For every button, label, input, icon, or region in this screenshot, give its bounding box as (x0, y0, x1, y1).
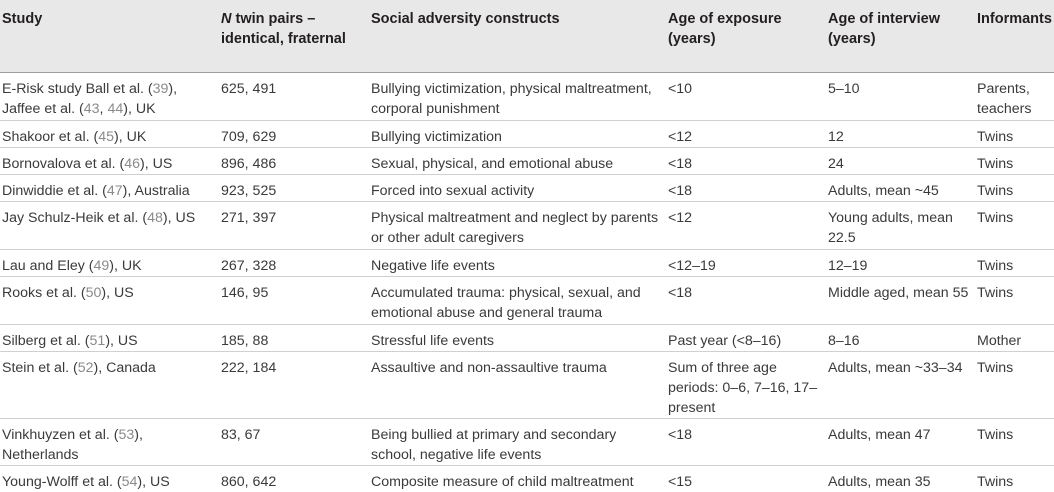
constructs-cell: Assaultive and non-assaultive trauma (371, 359, 607, 376)
interview-cell: Adults, mean ~33–34 (828, 359, 963, 376)
pairs-cell: 923, 525 (221, 182, 277, 199)
reference-link[interactable]: 47 (106, 182, 123, 199)
reference-link[interactable]: 44 (107, 100, 124, 117)
interview-cell: 12 (828, 128, 844, 145)
exposure-cell: <18 (668, 284, 693, 301)
table-row (0, 174, 1054, 201)
informants-cell: Twins (977, 257, 1014, 274)
study-cell: Lau and Eley (49), UK (2, 257, 142, 274)
exposure-cell: Sum of three age periods: 0–6, 7–16, 17–present (668, 359, 818, 416)
table-row (0, 120, 1054, 147)
study-cell: Shakoor et al. (45), UK (2, 128, 147, 145)
header-twin-pairs (219, 0, 369, 72)
constructs-cell: Forced into sexual activity (371, 182, 535, 199)
reference-link[interactable]: 49 (93, 257, 110, 274)
exposure-cell: <12–19 (668, 257, 716, 274)
interview-cell: Adults, mean 35 (828, 473, 931, 490)
interview-cell: 8–16 (828, 332, 860, 349)
constructs-cell: Composite measure of child maltreatment (371, 473, 634, 490)
table-row (0, 351, 1054, 418)
reference-link[interactable]: 54 (121, 473, 138, 490)
table-row (0, 147, 1054, 174)
exposure-cell: <12 (668, 209, 693, 226)
table-row (0, 201, 1054, 249)
informants-cell: Twins (977, 473, 1014, 490)
study-cell: Silberg et al. (51), US (2, 332, 138, 349)
pairs-cell: 83, 67 (221, 426, 261, 443)
header-study: Study (2, 11, 43, 27)
study-cell: Dinwiddie et al. (47), Australia (2, 182, 190, 199)
informants-cell: Parents, teachers (977, 80, 1032, 117)
study-cell: Jay Schulz-Heik et al. (48), US (2, 209, 196, 226)
reference-link[interactable]: 53 (118, 426, 135, 443)
informants-cell: Twins (977, 426, 1014, 443)
exposure-cell: <18 (668, 426, 693, 443)
header-n: N (221, 11, 232, 27)
interview-cell: Adults, mean 47 (828, 426, 931, 443)
pairs-cell: 267, 328 (221, 257, 277, 274)
header-informants: Informants (977, 11, 1052, 27)
pairs-cell: 625, 491 (221, 80, 277, 97)
header-age-interview: Age of interview (years) (828, 11, 940, 47)
pairs-cell: 271, 397 (221, 209, 277, 226)
constructs-cell: Physical maltreatment and neglect by parents or other adult caregivers (371, 209, 659, 246)
informants-cell: Twins (977, 209, 1014, 226)
header-age-exposure: Age of exposure (years) (668, 11, 782, 47)
constructs-cell: Bullying victimization, physical maltreatment, corporal punishment (371, 80, 652, 117)
table-row (0, 276, 1054, 324)
informants-cell: Mother (977, 332, 1022, 349)
interview-cell: 24 (828, 155, 844, 172)
constructs-cell: Being bullied at primary and secondary school, negative life events (371, 426, 617, 463)
exposure-cell: <18 (668, 182, 693, 199)
study-cell: Rooks et al. (50), US (2, 284, 134, 301)
informants-cell: Twins (977, 155, 1014, 172)
informants-cell: Twins (977, 284, 1014, 301)
header-constructs: Social adversity constructs (371, 11, 560, 27)
pairs-cell: 185, 88 (221, 332, 269, 349)
exposure-cell: <10 (668, 80, 693, 97)
constructs-cell: Accumulated trauma: physical, sexual, and emotional abuse and general trauma (371, 284, 641, 321)
exposure-cell: <12 (668, 128, 693, 145)
constructs-cell: Negative life events (371, 257, 495, 274)
pairs-cell: 222, 184 (221, 359, 277, 376)
reference-link[interactable]: 39 (152, 80, 169, 97)
reference-link[interactable]: 52 (77, 359, 94, 376)
informants-cell: Twins (977, 182, 1014, 199)
informants-cell: Twins (977, 359, 1014, 376)
exposure-cell: <18 (668, 155, 693, 172)
study-cell: Vinkhuyzen et al. (53), Netherlands (2, 426, 143, 463)
reference-link[interactable]: 45 (98, 128, 114, 145)
constructs-cell: Bullying victimization (371, 128, 502, 145)
interview-cell: Young adults, mean 22.5 (828, 209, 953, 246)
interview-cell: Middle aged, mean 55 (828, 284, 969, 301)
interview-cell: Adults, mean ~45 (828, 182, 939, 199)
table-row (0, 249, 1054, 276)
pairs-cell: 896, 486 (221, 155, 277, 172)
reference-link[interactable]: 51 (89, 332, 106, 349)
interview-cell: 5–10 (828, 80, 860, 97)
header-row (0, 0, 1054, 72)
exposure-cell: <15 (668, 473, 693, 490)
study-cell: E-Risk study Ball et al. (39), Jaffee et al. (43, 44), UK (2, 80, 178, 117)
table-row (0, 324, 1054, 351)
informants-cell: Twins (977, 128, 1014, 145)
table-row (0, 72, 1054, 120)
pairs-cell: 860, 642 (221, 473, 277, 490)
constructs-cell: Sexual, physical, and emotional abuse (371, 155, 614, 172)
pairs-cell: 146, 95 (221, 284, 269, 301)
pairs-cell: 709, 629 (221, 128, 277, 145)
study-cell: Young-Wolff et al. (54), US (2, 473, 170, 490)
header-n-rest: twin pairs – identical, fraternal (221, 11, 346, 47)
study-cell: Bornovalova et al. (46), US (2, 155, 173, 172)
exposure-cell: Past year (<8–16) (668, 332, 782, 349)
interview-cell: 12–19 (828, 257, 868, 274)
reference-link[interactable]: 50 (85, 284, 102, 301)
reference-link[interactable]: 43 (83, 100, 100, 117)
reference-link[interactable]: 46 (124, 155, 141, 172)
constructs-cell: Stressful life events (371, 332, 495, 349)
table-row (0, 418, 1054, 465)
reference-link[interactable]: 48 (147, 209, 163, 226)
study-cell: Stein et al. (52), Canada (2, 359, 156, 376)
